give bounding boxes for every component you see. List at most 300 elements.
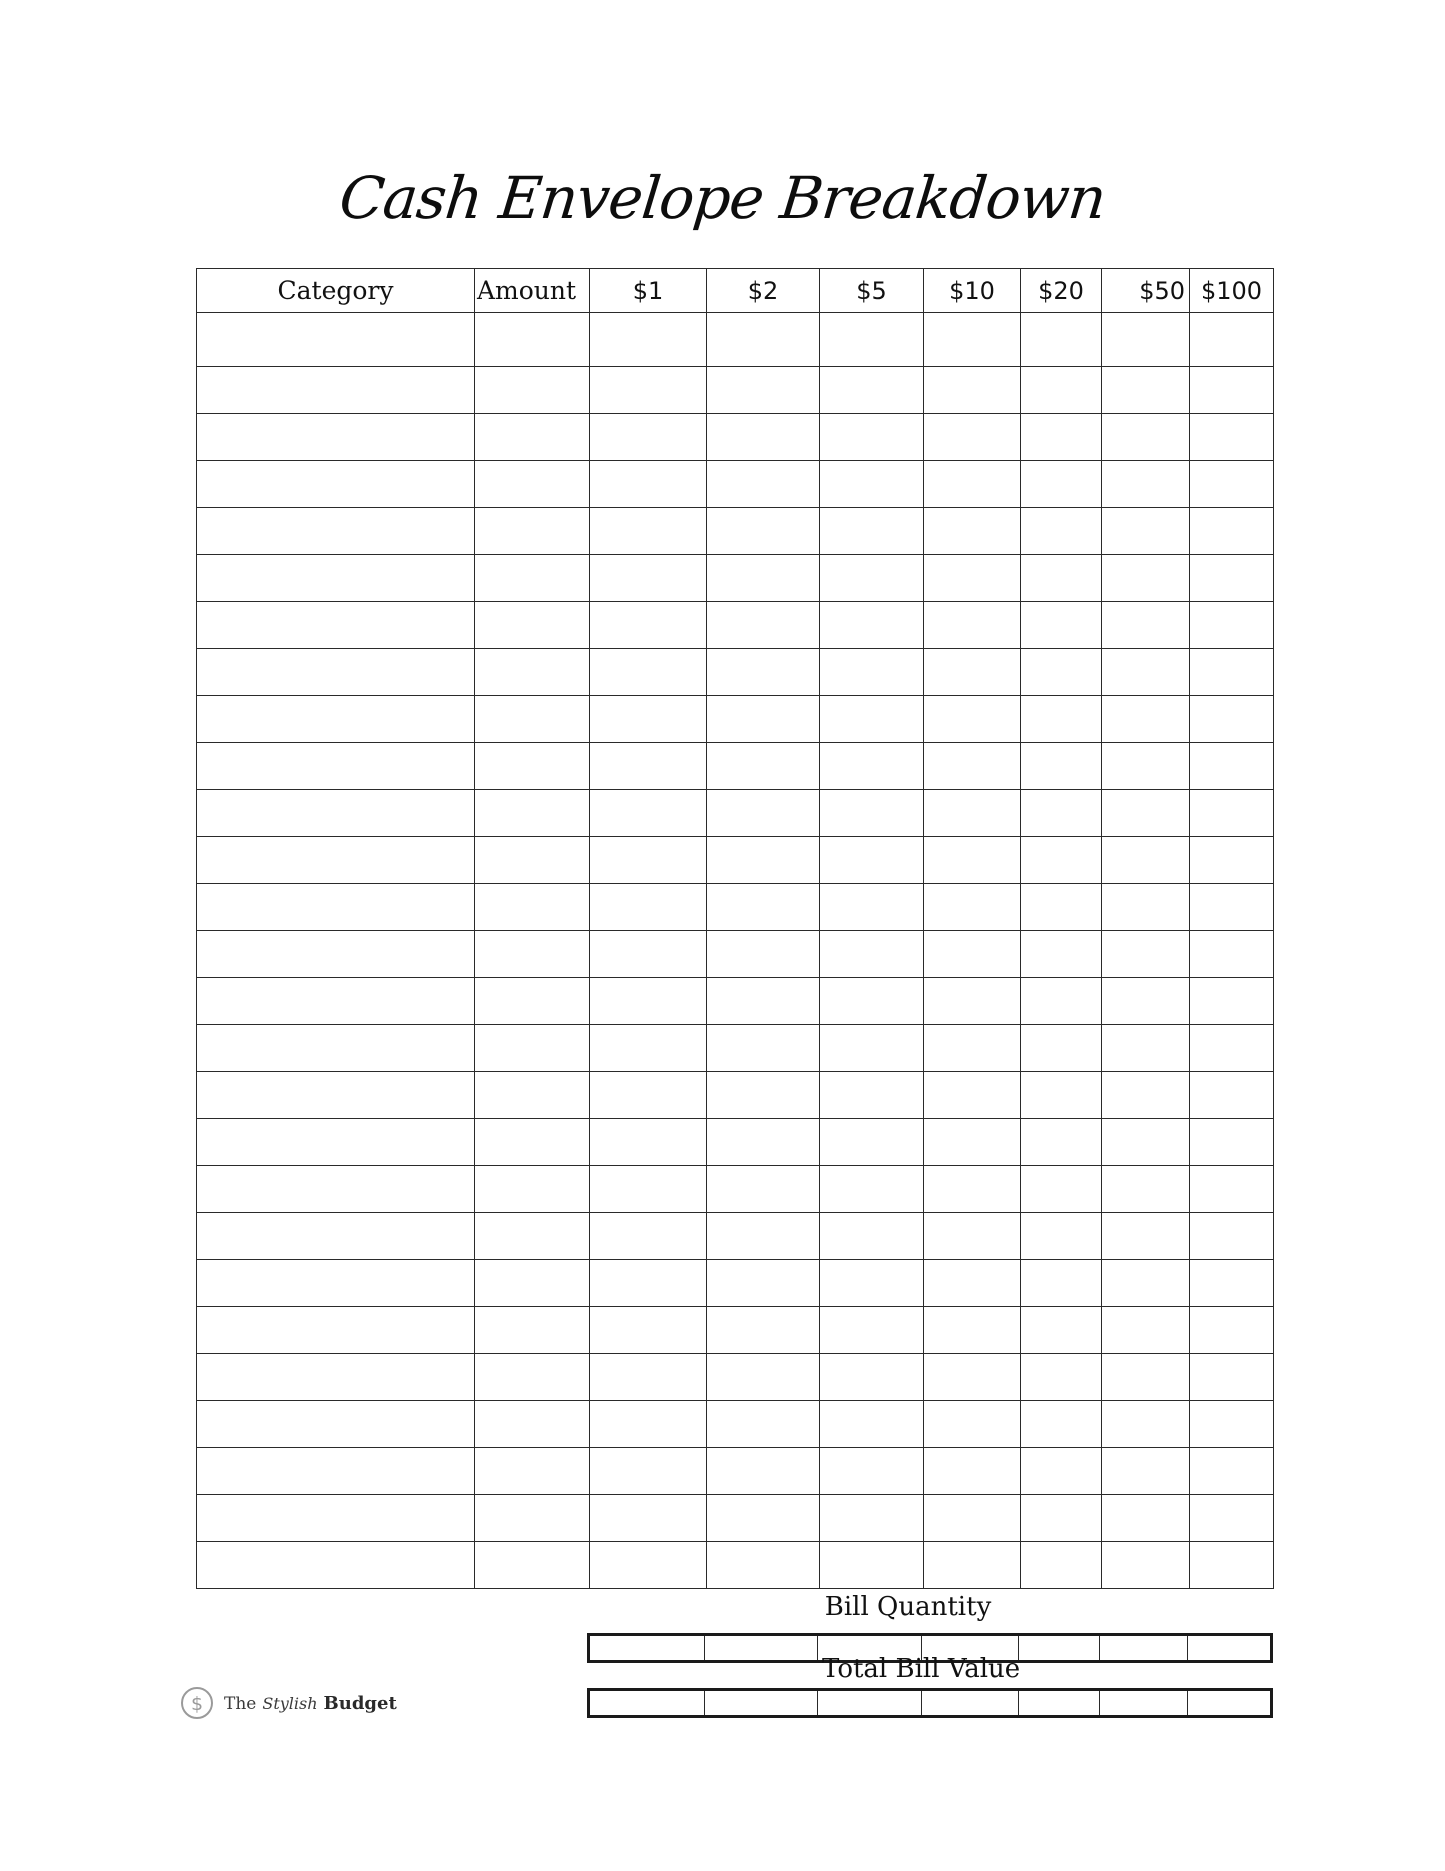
- table-cell[interactable]: [1021, 1448, 1102, 1495]
- table-cell[interactable]: [707, 602, 820, 649]
- table-cell[interactable]: [820, 696, 924, 743]
- table-row: [197, 1448, 1274, 1495]
- table-cell[interactable]: [1102, 649, 1190, 696]
- table-cell[interactable]: [1190, 1166, 1274, 1213]
- table-cell[interactable]: [1102, 978, 1190, 1025]
- table-row: [197, 461, 1274, 508]
- table-cell[interactable]: [590, 649, 707, 696]
- table-cell[interactable]: [820, 1213, 924, 1260]
- table-cell[interactable]: [590, 696, 707, 743]
- table-cell[interactable]: [924, 1213, 1021, 1260]
- table-cell[interactable]: [197, 649, 475, 696]
- table-cell[interactable]: [924, 884, 1021, 931]
- table-cell[interactable]: [590, 1354, 707, 1401]
- table-cell[interactable]: [475, 1495, 590, 1542]
- table-cell[interactable]: [820, 313, 924, 367]
- table-cell[interactable]: [924, 602, 1021, 649]
- table-cell[interactable]: [924, 1025, 1021, 1072]
- total-bill-value-cell[interactable]: [922, 1690, 1019, 1717]
- table-cell[interactable]: [707, 931, 820, 978]
- table-cell[interactable]: [924, 1072, 1021, 1119]
- table-cell[interactable]: [197, 1025, 475, 1072]
- table-cell[interactable]: [820, 508, 924, 555]
- table-cell[interactable]: [1021, 1307, 1102, 1354]
- table-row: [197, 1213, 1274, 1260]
- table-cell[interactable]: [924, 1307, 1021, 1354]
- table-cell[interactable]: [1021, 461, 1102, 508]
- table-cell[interactable]: [924, 649, 1021, 696]
- table-cell[interactable]: [197, 931, 475, 978]
- table-row: [197, 1495, 1274, 1542]
- table-cell[interactable]: [707, 1495, 820, 1542]
- table-cell[interactable]: [475, 1307, 590, 1354]
- table-cell[interactable]: [1190, 978, 1274, 1025]
- table-cell[interactable]: [924, 743, 1021, 790]
- table-cell[interactable]: [924, 313, 1021, 367]
- table-cell[interactable]: [1190, 1354, 1274, 1401]
- table-cell[interactable]: [1021, 367, 1102, 414]
- table-cell[interactable]: [1021, 313, 1102, 367]
- header-100-dollar: $100: [1190, 269, 1274, 313]
- table-cell[interactable]: [924, 461, 1021, 508]
- table-cell[interactable]: [924, 414, 1021, 461]
- table-cell[interactable]: [707, 461, 820, 508]
- cash-envelope-table: [196, 268, 1274, 1589]
- table-cell[interactable]: [475, 696, 590, 743]
- table-cell[interactable]: [820, 1260, 924, 1307]
- table-cell[interactable]: [197, 1354, 475, 1401]
- table-cell[interactable]: [1021, 1166, 1102, 1213]
- table-cell[interactable]: [820, 790, 924, 837]
- total-bill-value-cell[interactable]: [705, 1690, 818, 1717]
- table-cell[interactable]: [475, 1448, 590, 1495]
- header-10-dollar: $10: [924, 269, 1021, 313]
- table-cell[interactable]: [1021, 790, 1102, 837]
- table-cell[interactable]: [475, 367, 590, 414]
- table-cell[interactable]: [475, 649, 590, 696]
- table-row: [197, 1307, 1274, 1354]
- table-cell[interactable]: [1102, 1072, 1190, 1119]
- table-cell[interactable]: [1190, 649, 1274, 696]
- table-cell[interactable]: [475, 461, 590, 508]
- header-5-dollar: $5: [820, 269, 924, 313]
- table-cell[interactable]: [590, 1119, 707, 1166]
- table-cell[interactable]: [1021, 978, 1102, 1025]
- table-cell[interactable]: [820, 1072, 924, 1119]
- table-cell[interactable]: [1102, 1025, 1190, 1072]
- table-cell[interactable]: [707, 414, 820, 461]
- table-cell[interactable]: [197, 1448, 475, 1495]
- table-cell[interactable]: [707, 790, 820, 837]
- table-cell[interactable]: [820, 1542, 924, 1589]
- table-cell[interactable]: [820, 1354, 924, 1401]
- table-cell[interactable]: [197, 1495, 475, 1542]
- table-cell[interactable]: [1190, 508, 1274, 555]
- table-cell[interactable]: [924, 1354, 1021, 1401]
- table-row: [197, 1119, 1274, 1166]
- table-cell[interactable]: [1190, 555, 1274, 602]
- table-row: [197, 414, 1274, 461]
- table-row: [197, 1166, 1274, 1213]
- total-bill-value-label: Total Bill Value: [822, 1654, 1021, 1684]
- table-cell[interactable]: [707, 743, 820, 790]
- table-cell[interactable]: [1102, 1213, 1190, 1260]
- table-cell[interactable]: [924, 1166, 1021, 1213]
- bill-quantity-cell[interactable]: [705, 1635, 818, 1662]
- table-row: [197, 602, 1274, 649]
- table-cell[interactable]: [1102, 884, 1190, 931]
- table-row: [197, 555, 1274, 602]
- table-cell[interactable]: [707, 1166, 820, 1213]
- table-cell[interactable]: [475, 555, 590, 602]
- table-cell[interactable]: [707, 555, 820, 602]
- table-cell[interactable]: [197, 461, 475, 508]
- table-cell[interactable]: [1190, 1072, 1274, 1119]
- table-cell[interactable]: [707, 978, 820, 1025]
- table-cell[interactable]: [1102, 367, 1190, 414]
- brand-word-the: The: [224, 1693, 257, 1714]
- table-cell[interactable]: [1021, 508, 1102, 555]
- table-cell[interactable]: [1102, 931, 1190, 978]
- table-cell[interactable]: [590, 1401, 707, 1448]
- table-cell[interactable]: [1021, 414, 1102, 461]
- table-cell[interactable]: [820, 1401, 924, 1448]
- bill-quantity-label: Bill Quantity: [824, 1592, 992, 1622]
- table-cell[interactable]: [475, 1354, 590, 1401]
- table-cell[interactable]: [707, 884, 820, 931]
- table-cell[interactable]: [924, 555, 1021, 602]
- table-cell[interactable]: [590, 367, 707, 414]
- table-cell[interactable]: [197, 367, 475, 414]
- table-cell[interactable]: [197, 837, 475, 884]
- table-cell[interactable]: [820, 649, 924, 696]
- table-cell[interactable]: [924, 696, 1021, 743]
- table-cell[interactable]: [924, 1119, 1021, 1166]
- table-cell[interactable]: [1190, 1119, 1274, 1166]
- table-cell[interactable]: [707, 1448, 820, 1495]
- table-cell[interactable]: [924, 931, 1021, 978]
- table-cell[interactable]: [820, 1119, 924, 1166]
- table-cell[interactable]: [924, 367, 1021, 414]
- table-cell[interactable]: [707, 649, 820, 696]
- table-cell[interactable]: [590, 1542, 707, 1589]
- table-cell[interactable]: [475, 1260, 590, 1307]
- table-cell[interactable]: [707, 1072, 820, 1119]
- table-cell[interactable]: [1190, 1401, 1274, 1448]
- total-bill-value-row: [587, 1688, 1273, 1718]
- svg-text:$: $: [190, 1693, 204, 1715]
- table-row: [197, 978, 1274, 1025]
- table-cell[interactable]: [590, 461, 707, 508]
- table-cell[interactable]: [820, 1495, 924, 1542]
- header-20-dollar: $20: [1021, 269, 1102, 313]
- table-cell[interactable]: [197, 884, 475, 931]
- table-cell[interactable]: [1021, 555, 1102, 602]
- table-row: [197, 931, 1274, 978]
- total-bill-value-cell[interactable]: [1019, 1690, 1100, 1717]
- table-cell[interactable]: [590, 1025, 707, 1072]
- table-cell[interactable]: [1190, 1448, 1274, 1495]
- table-cell[interactable]: [820, 414, 924, 461]
- table-cell[interactable]: [475, 1119, 590, 1166]
- table-cell[interactable]: [197, 602, 475, 649]
- table-row: [197, 837, 1274, 884]
- table-cell[interactable]: [924, 1260, 1021, 1307]
- table-row: [197, 1072, 1274, 1119]
- table-cell[interactable]: [475, 884, 590, 931]
- table-cell[interactable]: [197, 508, 475, 555]
- table-cell[interactable]: [590, 602, 707, 649]
- table-row: [197, 743, 1274, 790]
- table-cell[interactable]: [1190, 1495, 1274, 1542]
- table-cell[interactable]: [590, 978, 707, 1025]
- table-cell[interactable]: [1102, 461, 1190, 508]
- brand-word-stylish: Stylish: [262, 1693, 318, 1713]
- header-row: [197, 269, 1274, 313]
- table-cell[interactable]: [1190, 931, 1274, 978]
- table-cell[interactable]: [1190, 1260, 1274, 1307]
- table-cell[interactable]: [924, 1542, 1021, 1589]
- table-cell[interactable]: [1190, 790, 1274, 837]
- table-cell[interactable]: [1102, 1401, 1190, 1448]
- table-cell[interactable]: [197, 313, 475, 367]
- table-row: [197, 884, 1274, 931]
- table-cell[interactable]: [1021, 884, 1102, 931]
- table-cell[interactable]: [475, 1401, 590, 1448]
- table-cell[interactable]: [197, 696, 475, 743]
- table-row: [197, 1260, 1274, 1307]
- table-cell[interactable]: [475, 931, 590, 978]
- table-cell[interactable]: [1021, 743, 1102, 790]
- table-cell[interactable]: [590, 1448, 707, 1495]
- brand-wordmark: [224, 1693, 397, 1714]
- table-cell[interactable]: [1102, 602, 1190, 649]
- table-cell[interactable]: [820, 1448, 924, 1495]
- table-row: [197, 1401, 1274, 1448]
- table-cell[interactable]: [1190, 602, 1274, 649]
- table-cell[interactable]: [820, 1307, 924, 1354]
- table-cell[interactable]: [1102, 1448, 1190, 1495]
- table-cell[interactable]: [924, 837, 1021, 884]
- table-cell[interactable]: [475, 837, 590, 884]
- table-cell[interactable]: [1021, 602, 1102, 649]
- table-cell[interactable]: [590, 790, 707, 837]
- brand-logo: [180, 1686, 397, 1720]
- table-cell[interactable]: [197, 1213, 475, 1260]
- table-cell[interactable]: [197, 1307, 475, 1354]
- table-cell[interactable]: [1190, 1542, 1274, 1589]
- table-cell[interactable]: [1021, 931, 1102, 978]
- table-cell[interactable]: [475, 1213, 590, 1260]
- table-cell[interactable]: [197, 1119, 475, 1166]
- table-cell[interactable]: [590, 1213, 707, 1260]
- bill-quantity-cell[interactable]: [1188, 1635, 1272, 1662]
- table-cell[interactable]: [590, 414, 707, 461]
- table-cell[interactable]: [707, 1401, 820, 1448]
- page-title: Cash Envelope Breakdown: [336, 164, 1109, 232]
- table-cell[interactable]: [1190, 837, 1274, 884]
- bill-quantity-cell[interactable]: [589, 1635, 705, 1662]
- table-cell[interactable]: [924, 508, 1021, 555]
- table-cell[interactable]: [1021, 1354, 1102, 1401]
- table-cell[interactable]: [707, 1025, 820, 1072]
- table-cell[interactable]: [1102, 743, 1190, 790]
- table-cell[interactable]: [197, 1542, 475, 1589]
- table-cell[interactable]: [707, 508, 820, 555]
- table-cell[interactable]: [1190, 1307, 1274, 1354]
- table-cell[interactable]: [924, 790, 1021, 837]
- table-cell[interactable]: [590, 743, 707, 790]
- table-cell[interactable]: [590, 1307, 707, 1354]
- table-cell[interactable]: [475, 743, 590, 790]
- table-body: [197, 313, 1274, 1589]
- bill-quantity-cell[interactable]: [1100, 1635, 1188, 1662]
- table-cell[interactable]: [820, 1025, 924, 1072]
- table-cell[interactable]: [1021, 1119, 1102, 1166]
- table-cell[interactable]: [1102, 1166, 1190, 1213]
- table-cell[interactable]: [707, 1354, 820, 1401]
- table-cell[interactable]: [1190, 414, 1274, 461]
- table-cell[interactable]: [475, 790, 590, 837]
- table-cell[interactable]: [1021, 1260, 1102, 1307]
- table-cell[interactable]: [1102, 414, 1190, 461]
- table-cell[interactable]: [197, 1260, 475, 1307]
- header-amount: Amount: [475, 269, 590, 313]
- table-cell[interactable]: [707, 1307, 820, 1354]
- table-row: [197, 313, 1274, 367]
- total-bill-value-cell[interactable]: [818, 1690, 922, 1717]
- table-cell[interactable]: [1021, 1025, 1102, 1072]
- table-cell[interactable]: [475, 508, 590, 555]
- table-cell[interactable]: [1102, 790, 1190, 837]
- table-cell[interactable]: [197, 1072, 475, 1119]
- table-cell[interactable]: [1190, 313, 1274, 367]
- table-cell[interactable]: [707, 1542, 820, 1589]
- table-cell[interactable]: [590, 931, 707, 978]
- table-cell[interactable]: [590, 555, 707, 602]
- table-cell[interactable]: [1190, 696, 1274, 743]
- table-cell[interactable]: [475, 978, 590, 1025]
- table-cell[interactable]: [707, 367, 820, 414]
- brand-word-budget: Budget: [323, 1692, 397, 1714]
- table-cell[interactable]: [820, 884, 924, 931]
- table-row: [197, 1354, 1274, 1401]
- table-cell[interactable]: [590, 884, 707, 931]
- table-cell[interactable]: [1102, 1307, 1190, 1354]
- table-cell[interactable]: [820, 1166, 924, 1213]
- table-cell[interactable]: [1021, 696, 1102, 743]
- total-bill-value-cell[interactable]: [1188, 1690, 1272, 1717]
- table-cell[interactable]: [820, 555, 924, 602]
- table-cell[interactable]: [197, 555, 475, 602]
- table-cell[interactable]: [1190, 1213, 1274, 1260]
- table-cell[interactable]: [1102, 508, 1190, 555]
- table-cell[interactable]: [820, 461, 924, 508]
- table-cell[interactable]: [820, 978, 924, 1025]
- table-cell[interactable]: [1190, 461, 1274, 508]
- table-row: [197, 790, 1274, 837]
- table-cell[interactable]: [1021, 1495, 1102, 1542]
- table-cell[interactable]: [1102, 1119, 1190, 1166]
- total-bill-value-cell[interactable]: [589, 1690, 705, 1717]
- table-row: [197, 696, 1274, 743]
- table-cell[interactable]: [707, 313, 820, 367]
- table-cell[interactable]: [197, 978, 475, 1025]
- table-cell[interactable]: [475, 414, 590, 461]
- table-cell[interactable]: [924, 1448, 1021, 1495]
- table-cell[interactable]: [475, 602, 590, 649]
- header-1-dollar: $1: [590, 269, 707, 313]
- table-cell[interactable]: [590, 837, 707, 884]
- table-cell[interactable]: [197, 414, 475, 461]
- table-cell[interactable]: [820, 743, 924, 790]
- table-cell[interactable]: [707, 837, 820, 884]
- table-cell[interactable]: [197, 790, 475, 837]
- table-cell[interactable]: [924, 978, 1021, 1025]
- table-cell[interactable]: [820, 837, 924, 884]
- table-cell[interactable]: [707, 1260, 820, 1307]
- total-bill-value-cell[interactable]: [1100, 1690, 1188, 1717]
- table-cell[interactable]: [475, 1542, 590, 1589]
- table-cell[interactable]: [1190, 743, 1274, 790]
- table-cell[interactable]: [1021, 1401, 1102, 1448]
- bill-quantity-cell[interactable]: [1019, 1635, 1100, 1662]
- table-cell[interactable]: [1021, 1213, 1102, 1260]
- table-cell[interactable]: [197, 743, 475, 790]
- table-cell[interactable]: [924, 1495, 1021, 1542]
- table-cell[interactable]: [475, 313, 590, 367]
- dollar-coin-icon: [180, 1686, 214, 1720]
- table-cell[interactable]: [820, 602, 924, 649]
- table-cell[interactable]: [1021, 1072, 1102, 1119]
- table-cell[interactable]: [197, 1166, 475, 1213]
- table-cell[interactable]: [820, 931, 924, 978]
- table-cell[interactable]: [590, 508, 707, 555]
- table-cell[interactable]: [590, 313, 707, 367]
- table-cell[interactable]: [924, 1401, 1021, 1448]
- table-cell[interactable]: [590, 1166, 707, 1213]
- table-cell[interactable]: [1102, 1354, 1190, 1401]
- table-cell[interactable]: [1102, 837, 1190, 884]
- table-cell[interactable]: [1102, 1260, 1190, 1307]
- table-cell[interactable]: [1102, 696, 1190, 743]
- table-cell[interactable]: [197, 1401, 475, 1448]
- table-cell[interactable]: [475, 1025, 590, 1072]
- table-cell[interactable]: [1102, 555, 1190, 602]
- table-cell[interactable]: [1102, 1542, 1190, 1589]
- table-cell[interactable]: [707, 1119, 820, 1166]
- table-cell[interactable]: [1190, 367, 1274, 414]
- table-cell[interactable]: [590, 1495, 707, 1542]
- table-cell[interactable]: [707, 1213, 820, 1260]
- table-cell[interactable]: [820, 367, 924, 414]
- table-cell[interactable]: [1102, 313, 1190, 367]
- table-row: [197, 508, 1274, 555]
- header-2-dollar: $2: [707, 269, 820, 313]
- table-cell[interactable]: [1102, 1495, 1190, 1542]
- table-cell[interactable]: [475, 1166, 590, 1213]
- table-cell[interactable]: [1021, 649, 1102, 696]
- table-cell[interactable]: [590, 1260, 707, 1307]
- table-cell[interactable]: [1190, 884, 1274, 931]
- table-cell[interactable]: [475, 1072, 590, 1119]
- table-cell[interactable]: [1190, 1025, 1274, 1072]
- table-cell[interactable]: [1021, 1542, 1102, 1589]
- header-category: Category: [197, 269, 475, 313]
- table-cell[interactable]: [1021, 837, 1102, 884]
- table-cell[interactable]: [590, 1072, 707, 1119]
- table-cell[interactable]: [707, 696, 820, 743]
